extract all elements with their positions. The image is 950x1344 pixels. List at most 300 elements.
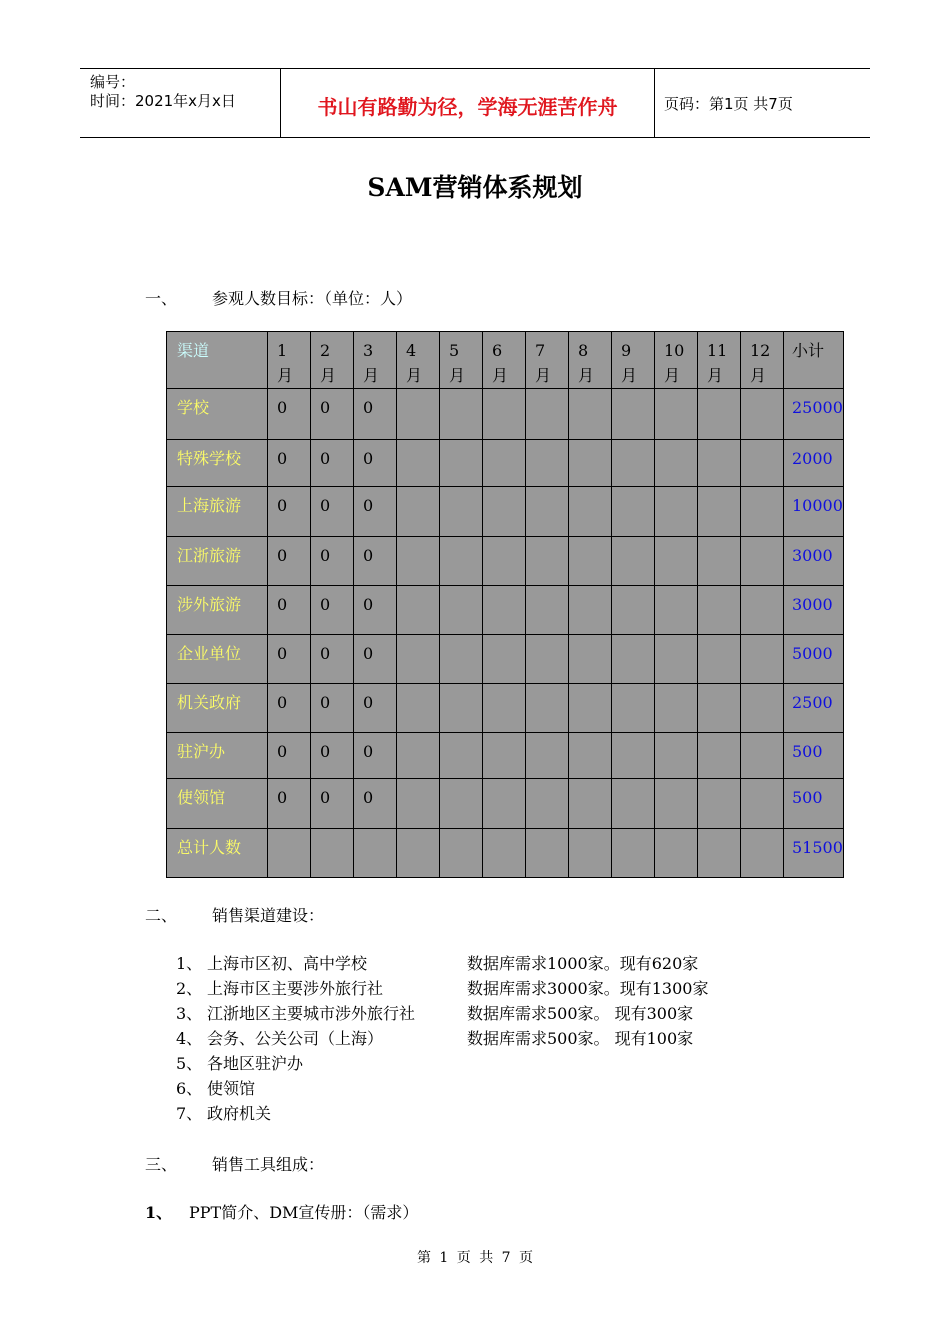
- table-row: [167, 733, 844, 779]
- subtotal-cell: [784, 389, 844, 440]
- month-value-cell: [569, 487, 612, 537]
- month-value-cell: [612, 487, 655, 537]
- month-value-cell: [483, 779, 526, 829]
- header-center-cell: [280, 69, 655, 137]
- month-value-cell: [268, 586, 311, 635]
- month-value: 0: [320, 595, 331, 614]
- month-value-cell: [612, 440, 655, 487]
- month-value: [569, 635, 611, 641]
- month-value: [397, 635, 439, 641]
- subtotal-cell: [784, 440, 844, 487]
- list-item-name: 政府机关: [207, 1104, 272, 1123]
- month-value-cell: [268, 733, 311, 779]
- channel-list-item: [176, 1026, 383, 1049]
- month-value-cell: [612, 586, 655, 635]
- month-number: 3: [363, 341, 374, 360]
- time-label: 时间：2021年x月x日: [90, 92, 236, 110]
- month-value: [741, 635, 783, 641]
- channel-name: 涉外旅游: [177, 595, 242, 614]
- month-value-cell: [698, 586, 741, 635]
- table-row: [167, 440, 844, 487]
- month-value: [526, 829, 568, 835]
- month-value-cell: [483, 635, 526, 684]
- month-unit: 月: [277, 366, 294, 385]
- header-month-label: [354, 332, 396, 388]
- month-value-cell: [655, 440, 698, 487]
- month-value-cell: [354, 733, 397, 779]
- month-value: [569, 440, 611, 446]
- month-value: [526, 537, 568, 543]
- month-value-cell: [440, 779, 483, 829]
- month-value-cell: [569, 635, 612, 684]
- month-value: [655, 440, 697, 446]
- month-value-cell: [483, 733, 526, 779]
- month-unit: 月: [535, 366, 552, 385]
- month-value: [569, 779, 611, 785]
- table-row: [167, 779, 844, 829]
- month-value: [397, 733, 439, 739]
- month-value-cell: [698, 440, 741, 487]
- month-number: 8: [578, 341, 589, 360]
- month-value-cell: [440, 389, 483, 440]
- month-number: 12: [750, 341, 771, 360]
- month-value: [397, 779, 439, 785]
- month-value-cell: [526, 733, 569, 779]
- month-value-cell: [569, 389, 612, 440]
- list-item-number: 1、: [176, 954, 203, 973]
- month-value-cell: [440, 586, 483, 635]
- subtotal-cell: [784, 829, 844, 878]
- month-value: [268, 829, 310, 835]
- subtotal-cell: [784, 733, 844, 779]
- month-value-cell: [655, 487, 698, 537]
- month-value: [440, 586, 482, 592]
- month-value-cell: [526, 829, 569, 878]
- page-title: SAM营销体系规划: [367, 173, 583, 202]
- month-value: [397, 537, 439, 543]
- month-number: 4: [406, 341, 417, 360]
- month-value-cell: [397, 684, 440, 733]
- month-number: 10: [664, 341, 685, 360]
- month-value-cell: [569, 586, 612, 635]
- month-value: [741, 487, 783, 493]
- section-1-heading: [145, 286, 412, 309]
- month-value: 0: [277, 693, 288, 712]
- month-value: [698, 779, 740, 785]
- month-value: [440, 635, 482, 641]
- header-subtotal-cell: [784, 332, 844, 389]
- visitor-target-table: [166, 331, 844, 878]
- channel-name: 机关政府: [177, 693, 242, 712]
- month-value: [440, 684, 482, 690]
- subtotal-value: 5000: [792, 644, 833, 663]
- month-value: [741, 779, 783, 785]
- month-value: [483, 635, 525, 641]
- header-channel-label: 渠道: [177, 341, 210, 360]
- month-number: 1: [277, 341, 288, 360]
- header-month-cell: [354, 332, 397, 389]
- month-value-cell: [612, 779, 655, 829]
- month-unit: 月: [449, 366, 466, 385]
- month-value: 0: [277, 398, 288, 417]
- table-header-row: [167, 332, 844, 389]
- month-value-cell: [569, 684, 612, 733]
- month-value: 0: [320, 788, 331, 807]
- month-value: [698, 537, 740, 543]
- table-row: [167, 586, 844, 635]
- month-value: 0: [363, 398, 374, 417]
- month-value: 0: [320, 449, 331, 468]
- month-value-cell: [268, 684, 311, 733]
- month-value-cell: [440, 829, 483, 878]
- month-value: [569, 389, 611, 395]
- month-value: [655, 635, 697, 641]
- header-month-cell: [655, 332, 698, 389]
- channel-name: 使领馆: [177, 788, 226, 807]
- month-value: [698, 389, 740, 395]
- month-value: [483, 684, 525, 690]
- header-month-cell: [526, 332, 569, 389]
- channel-cell: [167, 389, 268, 440]
- month-value: [698, 487, 740, 493]
- subtotal-cell: [784, 487, 844, 537]
- month-value-cell: [268, 829, 311, 878]
- subtotal-cell: [784, 684, 844, 733]
- month-value: [698, 733, 740, 739]
- month-value-cell: [483, 586, 526, 635]
- number-label: 编号：: [90, 73, 136, 91]
- month-value: 0: [277, 595, 288, 614]
- month-value-cell: [483, 684, 526, 733]
- month-number: 11: [707, 341, 728, 360]
- month-value: [440, 829, 482, 835]
- month-value-cell: [397, 537, 440, 586]
- month-value: [526, 487, 568, 493]
- month-value-cell: [569, 537, 612, 586]
- month-value-cell: [311, 733, 354, 779]
- month-value: 0: [320, 742, 331, 761]
- channel-name: 驻沪办: [177, 742, 226, 761]
- channel-list-item: [176, 1051, 303, 1074]
- table-row: [167, 487, 844, 537]
- month-value: [612, 389, 654, 395]
- month-value: [741, 733, 783, 739]
- header-subtotal-label: 小计: [792, 341, 825, 360]
- tool-1-heading: [145, 1200, 418, 1223]
- month-value-cell: [655, 779, 698, 829]
- month-value-cell: [397, 829, 440, 878]
- month-value-cell: [612, 389, 655, 440]
- header-right-cell: [654, 69, 870, 137]
- month-value-cell: [655, 389, 698, 440]
- channel-name: 总计人数: [177, 838, 242, 857]
- month-value-cell: [741, 440, 784, 487]
- header-motto: 书山有路勤为径，学海无涯苦作舟: [317, 95, 618, 119]
- month-value: [698, 440, 740, 446]
- channel-cell: [167, 487, 268, 537]
- channel-name: 学校: [177, 398, 210, 417]
- month-value-cell: [526, 684, 569, 733]
- month-value: 0: [363, 595, 374, 614]
- month-value-cell: [440, 733, 483, 779]
- month-value: [655, 389, 697, 395]
- header-month-label: [612, 332, 654, 388]
- month-value: [526, 586, 568, 592]
- month-value: 0: [277, 644, 288, 663]
- channel-name: 特殊学校: [177, 449, 242, 468]
- month-value: [397, 440, 439, 446]
- month-value: 0: [320, 546, 331, 565]
- month-value-cell: [354, 684, 397, 733]
- month-value-cell: [698, 829, 741, 878]
- month-value-cell: [741, 733, 784, 779]
- month-value-cell: [311, 586, 354, 635]
- month-value: [440, 779, 482, 785]
- channel-cell: [167, 733, 268, 779]
- channel-list-item: [176, 1101, 271, 1124]
- month-value-cell: [268, 389, 311, 440]
- month-value-cell: [655, 684, 698, 733]
- month-value-cell: [526, 487, 569, 537]
- channel-cell: [167, 586, 268, 635]
- month-value: [354, 829, 396, 835]
- database-requirement: 数据库需求3000家。现有1300家: [467, 979, 709, 998]
- month-value: 0: [277, 546, 288, 565]
- header-month-label: [397, 332, 439, 388]
- header-left-cell: [80, 69, 280, 137]
- month-value: [741, 440, 783, 446]
- month-value-cell: [698, 684, 741, 733]
- month-value-cell: [569, 440, 612, 487]
- month-value-cell: [483, 487, 526, 537]
- month-value: [526, 440, 568, 446]
- month-value-cell: [440, 635, 483, 684]
- header-month-cell: [612, 332, 655, 389]
- month-value: [440, 733, 482, 739]
- month-value-cell: [354, 586, 397, 635]
- list-item-name: 上海市区初、高中学校: [207, 954, 368, 973]
- list-item-number: 4、: [176, 1029, 203, 1048]
- month-value: [483, 440, 525, 446]
- month-value-cell: [741, 487, 784, 537]
- subtotal-value: 500: [792, 788, 823, 807]
- month-value: [526, 389, 568, 395]
- channel-name: 上海旅游: [177, 496, 242, 515]
- channel-cell: [167, 779, 268, 829]
- month-value: 0: [363, 693, 374, 712]
- month-value: [655, 733, 697, 739]
- month-value: [655, 779, 697, 785]
- month-value-cell: [354, 779, 397, 829]
- month-value-cell: [655, 733, 698, 779]
- channel-list-item: [176, 1001, 415, 1024]
- month-value-cell: [698, 537, 741, 586]
- month-value-cell: [483, 829, 526, 878]
- subtotal-value: 3000: [792, 595, 833, 614]
- month-value-cell: [655, 829, 698, 878]
- tool-1-text: PPT简介、DM宣传册：（需求）: [189, 1203, 419, 1222]
- month-value-cell: [397, 586, 440, 635]
- month-value: [741, 389, 783, 395]
- month-value-cell: [311, 537, 354, 586]
- month-value: [483, 779, 525, 785]
- month-value-cell: [655, 635, 698, 684]
- month-value-cell: [268, 487, 311, 537]
- month-value: [440, 537, 482, 543]
- month-value-cell: [311, 440, 354, 487]
- header-month-cell: [569, 332, 612, 389]
- list-item-number: 6、: [176, 1079, 203, 1098]
- table-row: [167, 829, 844, 878]
- month-value-cell: [741, 829, 784, 878]
- header-month-label: [741, 332, 783, 388]
- month-value: [569, 684, 611, 690]
- month-value-cell: [440, 440, 483, 487]
- header-month-cell: [698, 332, 741, 389]
- month-value: [569, 829, 611, 835]
- month-value: [483, 389, 525, 395]
- month-unit: 月: [578, 366, 595, 385]
- header-month-cell: [311, 332, 354, 389]
- table-row: [167, 684, 844, 733]
- month-value-cell: [526, 635, 569, 684]
- month-value-cell: [268, 779, 311, 829]
- month-value: [483, 487, 525, 493]
- list-item-number: 7、: [176, 1104, 203, 1123]
- month-value: [526, 779, 568, 785]
- month-value: [612, 635, 654, 641]
- month-unit: 月: [750, 366, 767, 385]
- month-value-cell: [698, 635, 741, 684]
- month-value: 0: [320, 496, 331, 515]
- section-3-text: 销售工具组成：: [212, 1155, 325, 1174]
- header-month-label: [655, 332, 697, 388]
- month-value: [483, 537, 525, 543]
- header-month-label: [440, 332, 482, 388]
- month-value-cell: [526, 440, 569, 487]
- channel-cell: [167, 684, 268, 733]
- month-number: 7: [535, 341, 546, 360]
- month-value: 0: [363, 546, 374, 565]
- channel-cell: [167, 537, 268, 586]
- subtotal-value: 25000: [792, 398, 843, 417]
- month-value: 0: [320, 644, 331, 663]
- month-value: 0: [363, 788, 374, 807]
- header-month-label: [698, 332, 740, 388]
- month-value-cell: [569, 829, 612, 878]
- header-month-label: [268, 332, 310, 388]
- month-value: [526, 733, 568, 739]
- month-value-cell: [655, 586, 698, 635]
- month-value: [612, 829, 654, 835]
- header-month-cell: [741, 332, 784, 389]
- month-value: [483, 586, 525, 592]
- header-month-cell: [397, 332, 440, 389]
- month-value: [612, 440, 654, 446]
- table-row: [167, 389, 844, 440]
- month-value-cell: [526, 537, 569, 586]
- month-value: 0: [277, 449, 288, 468]
- month-value: 0: [277, 788, 288, 807]
- month-value: [698, 684, 740, 690]
- section-3-number: 三、: [145, 1155, 178, 1174]
- subtotal-value: 51500: [792, 838, 843, 857]
- header-channel-cell: [167, 332, 268, 389]
- month-value: [741, 829, 783, 835]
- month-value-cell: [741, 779, 784, 829]
- month-value-cell: [741, 684, 784, 733]
- month-value: 0: [363, 496, 374, 515]
- header-month-label: [483, 332, 525, 388]
- month-value: [569, 586, 611, 592]
- month-value: [440, 440, 482, 446]
- channel-name: 企业单位: [177, 644, 242, 663]
- month-value: [612, 586, 654, 592]
- list-item-name: 上海市区主要涉外旅行社: [207, 979, 384, 998]
- month-unit: 月: [664, 366, 681, 385]
- header-month-cell: [268, 332, 311, 389]
- list-item-name: 会务、公关公司（上海）: [207, 1029, 384, 1048]
- month-unit: 月: [707, 366, 724, 385]
- month-value-cell: [741, 586, 784, 635]
- month-value-cell: [612, 635, 655, 684]
- month-value: [741, 684, 783, 690]
- header-month-label: [526, 332, 568, 388]
- page-footer: 第 1 页 共 7 页: [416, 1250, 534, 1266]
- month-value: [440, 487, 482, 493]
- month-number: 9: [621, 341, 632, 360]
- month-value: [655, 829, 697, 835]
- tool-1-number: 1、: [145, 1203, 173, 1222]
- month-value: [612, 537, 654, 543]
- month-value: 0: [363, 449, 374, 468]
- month-value: 0: [320, 398, 331, 417]
- month-number: 5: [449, 341, 460, 360]
- month-unit: 月: [363, 366, 380, 385]
- month-value: [440, 389, 482, 395]
- month-value: [397, 487, 439, 493]
- month-value-cell: [612, 829, 655, 878]
- month-value: [698, 586, 740, 592]
- list-item-name: 各地区驻沪办: [207, 1054, 304, 1073]
- month-value-cell: [354, 635, 397, 684]
- month-value: 0: [363, 644, 374, 663]
- month-value-cell: [311, 389, 354, 440]
- month-value-cell: [440, 537, 483, 586]
- header-month-label: [311, 332, 353, 388]
- subtotal-value: 2500: [792, 693, 833, 712]
- list-item-number: 2、: [176, 979, 203, 998]
- month-value-cell: [440, 684, 483, 733]
- month-value: [612, 733, 654, 739]
- month-value: [698, 829, 740, 835]
- header-month-cell: [440, 332, 483, 389]
- channel-list-item: [176, 976, 383, 999]
- month-value-cell: [397, 733, 440, 779]
- month-value-cell: [311, 779, 354, 829]
- month-value: [698, 635, 740, 641]
- month-value: 0: [277, 496, 288, 515]
- month-value-cell: [483, 537, 526, 586]
- section-1-text: 参观人数目标：（单位：人）: [212, 289, 413, 308]
- database-requirement: 数据库需求500家。 现有100家: [467, 1029, 694, 1048]
- month-value-cell: [440, 487, 483, 537]
- month-value-cell: [268, 537, 311, 586]
- subtotal-cell: [784, 537, 844, 586]
- header-month-label: [569, 332, 611, 388]
- month-number: 2: [320, 341, 331, 360]
- month-value: 0: [363, 742, 374, 761]
